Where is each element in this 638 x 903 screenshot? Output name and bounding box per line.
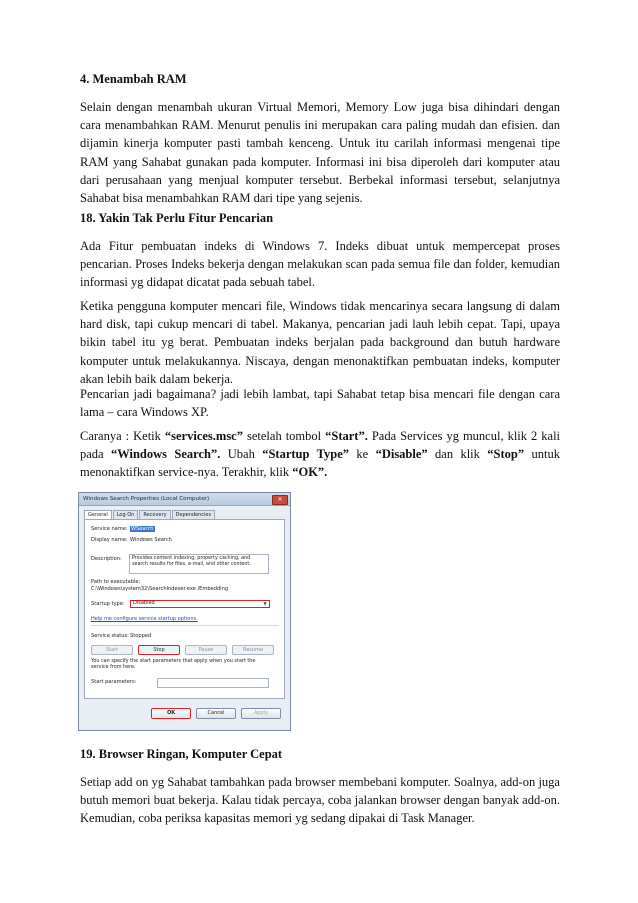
start-button[interactable]: Start <box>91 645 133 655</box>
stop-button[interactable]: Stop <box>138 645 180 655</box>
dialog-footer <box>151 708 281 719</box>
tab-log-on[interactable]: Log On <box>113 510 139 519</box>
section-heading: 4. Menambah RAM <box>80 72 187 86</box>
service-status-label: Service status: <box>91 633 129 639</box>
paragraph: Selain dengan menambah ukuran Virtual Memori, Memory Low juga bisa dihindari dengan cara menambahkan RAM. Menurut penulis ini merupakan cara paling mudah dan efisien. dan dijamin kinerja komputer pasti tambah kenceng. Untuk itu carilah informasi mengenai tipe RAM yang Sahabat gunakan pada komputer. Informasi ini bisa diperoleh dari komputer atau dari perusahaan yang menjual komputer tersebut. Berbekal informasi tersebut, selanjutnya Sahabat bisa menambahkan RAM dari tipe yang sejenis. <box>80 100 560 206</box>
instruction-paragraph: Caranya : Ketik “services.msc” setelah tombol “Start”. Pada Services yg muncul, klik 2 kali pada “Windows Search”. Ubah “Startup Type” ke “Disable” dan klik “Stop” untuk menonaktifkan service-nya. Terakhir, klik “OK”. <box>80 429 561 480</box>
start-parameters-input[interactable] <box>157 678 269 688</box>
startup-type-select[interactable]: Disabled ▼ <box>130 600 270 608</box>
tab-general[interactable]: General <box>84 510 112 520</box>
display-name-label: Display name: <box>91 537 128 543</box>
service-name-value: WSearch <box>131 526 154 532</box>
service-control-buttons <box>91 645 274 655</box>
display-name-value: Windows Search <box>130 537 172 543</box>
paragraph: Pencarian jadi bagaimana? jadi lebih lambat, tapi Sahabat tetap bisa mencari file dengan cara lama – cara Windows XP. <box>80 387 560 420</box>
cancel-button[interactable]: Cancel <box>196 708 236 719</box>
startup-type-label: Startup type: <box>91 601 125 607</box>
ok-button[interactable]: OK <box>151 708 191 719</box>
description-label: Description: <box>91 556 122 562</box>
close-icon[interactable]: ✕ <box>272 495 288 505</box>
paragraph: Ada Fitur pembuatan indeks di Windows 7. Indeks dibuat untuk mempercepat proses pencarian. Proses Indeks bekerja dengan melakukan scan pada semua file dan folder, kemudian informasi yg didapat dicatat pada sebuah tabel. <box>80 239 560 290</box>
path-label: Path to executable: <box>91 579 141 585</box>
service-status-value: Stopped <box>130 633 152 639</box>
tab-recovery[interactable]: Recovery <box>139 510 170 519</box>
help-configure-link[interactable]: Help me configure service startup options. <box>91 616 198 622</box>
path-value: C:\Windows\system32\SearchIndexer.exe /Embedding <box>91 586 229 592</box>
resume-button[interactable]: Resume <box>232 645 274 655</box>
paragraph: Ketika pengguna komputer mencari file, Windows tidak mencarinya secara langsung di dalam hard disk, tapi cukup mencari di tabel. Makanya, pencarian jadi lauh lebih cepat. Tapi, upaya bikin tabel itu yg berat. Pembuatan indeks berjalan pada background dan butuh hardware komputer untuk melakukannya. Niscaya, dengan menonaktifkan pembuatan indeks, komputer akan lebih baik dalam bekerja. <box>80 299 560 386</box>
description-box[interactable]: Provides content indexing, property caching, and search results for files, e-mail, and other content. <box>129 554 269 574</box>
dialog-tabs <box>84 510 216 519</box>
service-name-label: Service name: <box>91 526 128 532</box>
apply-button[interactable]: Apply <box>241 708 281 719</box>
section-heading: 18. Yakin Tak Perlu Fitur Pencarian <box>80 211 274 225</box>
tab-dependencies[interactable]: Dependencies <box>172 510 216 519</box>
start-parameters-note: You can specify the start parameters that apply when you start the service from here. <box>91 658 256 670</box>
pause-button[interactable]: Pause <box>185 645 227 655</box>
dialog-title: Windows Search Properties (Local Computer) ✕ <box>79 493 290 506</box>
section-heading: 19. Browser Ringan, Komputer Cepat <box>80 747 283 761</box>
service-properties-dialog-screenshot <box>78 492 291 731</box>
start-parameters-label: Start parameters: <box>91 679 137 685</box>
divider <box>91 625 279 626</box>
paragraph: Setiap add on yg Sahabat tambahkan pada browser membebani komputer. Soalnya, add-on juga butuh memori buat bekerja. Kalau tidak percaya, coba jalankan browser dengan banyak add-on. Kemudian, coba periksa kapasitas memori yg sedang dipakai di Task Manager. <box>80 775 560 826</box>
chevron-down-icon: ▼ <box>263 601 267 606</box>
general-panel <box>84 519 285 699</box>
